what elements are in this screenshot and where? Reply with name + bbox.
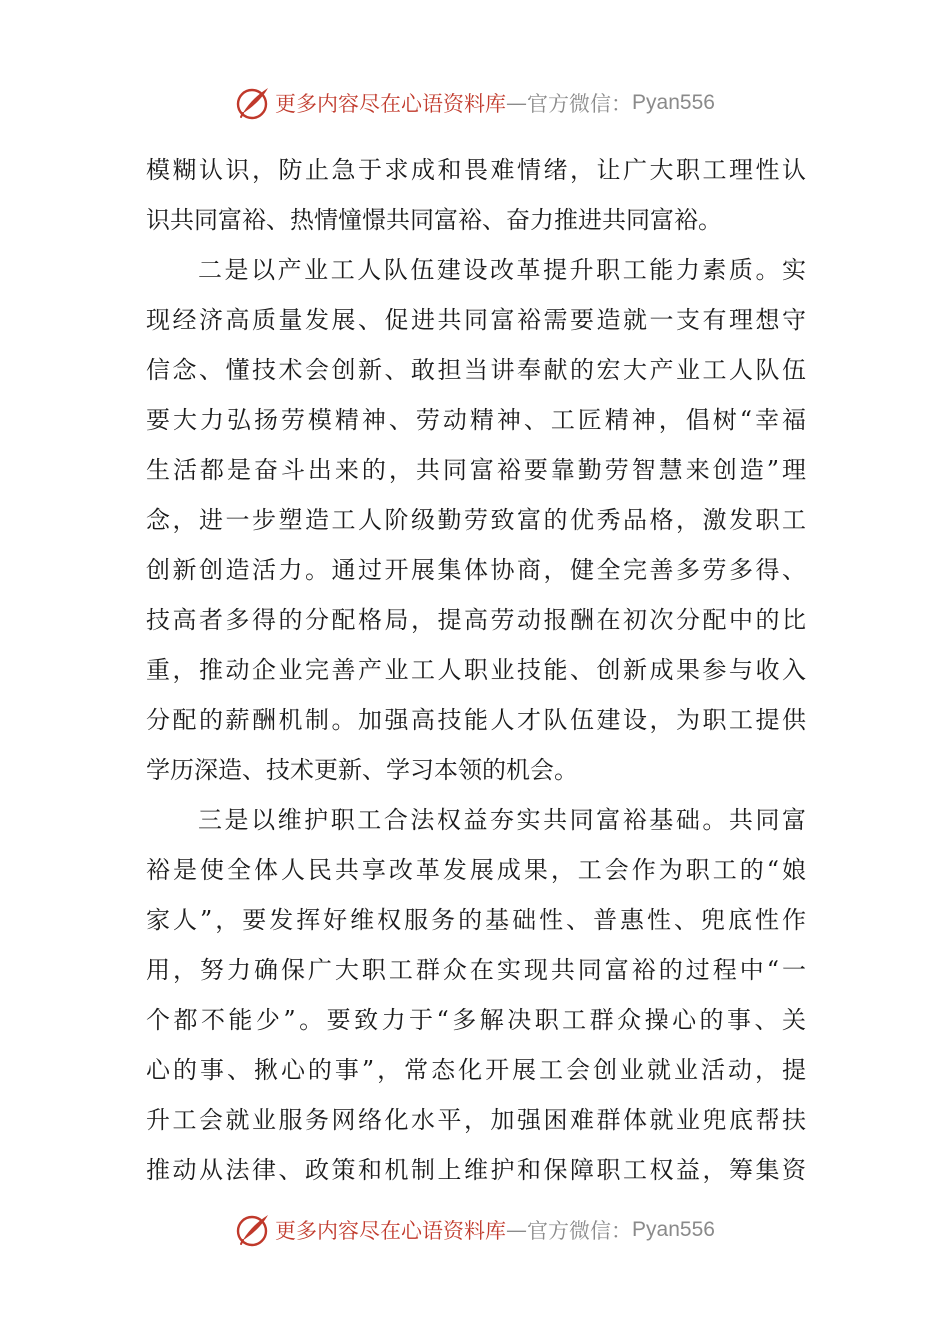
text-line: 念，进一步塑造工人阶级勤劳致富的优秀品格，激发职工 (146, 506, 806, 534)
text-line: 创新创造活力。通过开展集体协商，健全完善多劳多得、 (146, 556, 806, 584)
footer-wechat-label: 官方微信： (527, 1219, 633, 1243)
header-separator: — (506, 91, 528, 115)
text-line: 要大力弘扬劳模精神、劳动精神、工匠精神，倡树“幸福 (146, 406, 806, 434)
quill-pen-logo-icon (235, 85, 271, 121)
text-line: 推动从法律、政策和机制上维护和保障职工权益，筹集资 (146, 1156, 806, 1184)
text-line: 信念、懂技术会创新、敢担当讲奉献的宏大产业工人队伍 (146, 356, 806, 384)
text-line: 二是以产业工人队伍建设改革提升职工能力素质。实 (198, 256, 806, 284)
text-line: 现经济高质量发展、促进共同富裕需要造就一支有理想守 (146, 306, 806, 334)
text-line: 用，努力确保广大职工群众在实现共同富裕的过程中“一 (146, 956, 806, 984)
header-wechat-id: Pyan556 (632, 91, 715, 114)
text-line: 重，推动企业完善产业工人职业技能、创新成果参与收入 (146, 656, 806, 684)
document-body (146, 145, 806, 1195)
text-line: 学历深造、技术更新、学习本领的机会。 (146, 756, 578, 784)
text-line: 三是以维护职工合法权益夯实共同富裕基础。共同富 (198, 806, 806, 834)
footer-banner (0, 1210, 950, 1250)
header-brand-text: 更多内容尽在心语资料库 (275, 92, 507, 116)
footer-wechat-id: Pyan556 (632, 1218, 715, 1241)
header-banner (0, 83, 950, 123)
text-line: 识共同富裕、热情憧憬共同富裕、奋力推进共同富裕。 (146, 206, 722, 234)
header-wechat-label: 官方微信： (527, 92, 633, 116)
text-line: 家人”，要发挥好维权服务的基础性、普惠性、兜底性作 (146, 906, 806, 934)
quill-pen-logo-icon (235, 1212, 271, 1248)
text-line: 个都不能少”。要致力于“多解决职工群众操心的事、关 (146, 1006, 806, 1034)
text-line: 升工会就业服务网络化水平，加强困难群体就业兜底帮扶 (146, 1106, 806, 1134)
text-line: 生活都是奋斗出来的，共同富裕要靠勤劳智慧来创造”理 (146, 456, 806, 484)
text-line: 心的事、揪心的事”，常态化开展工会创业就业活动，提 (146, 1056, 806, 1084)
text-line: 模糊认识，防止急于求成和畏难情绪，让广大职工理性认 (146, 156, 806, 184)
text-line: 裕是使全体人民共享改革发展成果，工会作为职工的“娘 (146, 856, 806, 884)
text-line: 分配的薪酬机制。加强高技能人才队伍建设，为职工提供 (146, 706, 806, 734)
text-line: 技高者多得的分配格局，提高劳动报酬在初次分配中的比 (146, 606, 806, 634)
footer-separator: — (506, 1218, 528, 1242)
footer-brand-text: 更多内容尽在心语资料库 (275, 1219, 507, 1243)
